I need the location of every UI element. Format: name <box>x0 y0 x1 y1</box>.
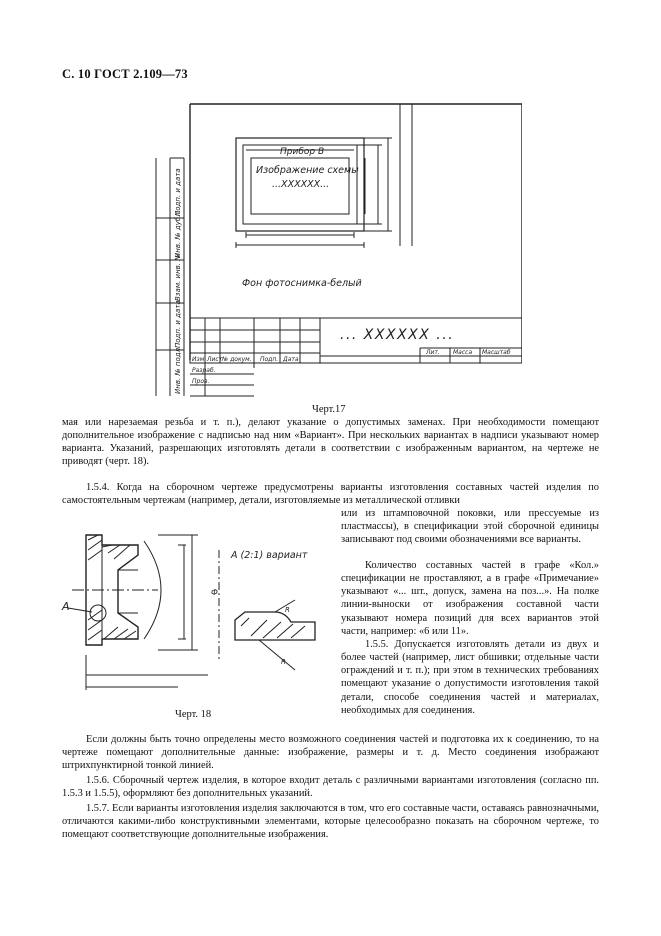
view-label: А (2:1) вариант <box>231 550 308 561</box>
side-label-3: Взам. инв. № <box>174 253 182 301</box>
table-header-5: Дата <box>283 356 299 363</box>
table-header-3: № докум. <box>222 356 252 363</box>
paragraph-2b: или из штамповочной поковки, или прессуемые из пластмассы), в спецификации этой сборочной единицы записывают под своими обозначениями все варианты. <box>341 508 599 546</box>
side-label-4: Подп. и дата <box>174 300 182 348</box>
row-label-2: Пров. <box>192 378 210 385</box>
background-label: Фон фотоснимка-белый <box>242 278 362 289</box>
paragraph-1: мая или нарезаемая резьба и т. п.), делают указание о допустимых заменах. При необходимости помещают дополнительное изображение с надписью над ним «Вариант». При нескольких вариантах в надписи указывают номер варианта. Указаний, разрешающих изготовлять детали в соответствии с изображенным вариантом, на чертеже не приводят (черт. 18). <box>62 417 599 468</box>
paragraph-6: 1.5.6. Сборочный чертеж изделия, в которое входит деталь с различными вариантами изготовления (согласно пп. 1.5.3 и 1.5.5), оформляют без дополнительных указаний. <box>62 775 599 800</box>
radius-label-2: R <box>281 658 286 666</box>
diameter-label: Ф <box>211 588 218 597</box>
label-a: А <box>62 600 70 613</box>
radius-label-1: R <box>285 606 290 614</box>
row-label-1: Разраб. <box>192 367 216 374</box>
table-header-2: Лист <box>207 356 223 363</box>
image-label-2: ...XXXXXX... <box>272 179 330 190</box>
figure-17-drawing <box>150 98 522 401</box>
stamp-header-2: Масса <box>453 349 473 356</box>
device-label: Прибор В <box>280 147 325 157</box>
table-header-4: Подп. <box>260 356 279 363</box>
image-label-1: Изображение схемы <box>256 165 359 176</box>
side-label-2: Инв. № дубл. <box>174 210 182 258</box>
figure-18-detail <box>205 540 325 680</box>
figure-17-caption: Черт.17 <box>312 404 346 415</box>
figure-18-caption: Черт. 18 <box>175 709 212 720</box>
side-label-1: Подп. и дата <box>174 168 182 216</box>
table-header-1: Изм. <box>192 356 207 363</box>
stamp-header-3: Масштаб <box>482 349 511 356</box>
paragraph-3: Количество составных частей в графе «Кол.» спецификации не проставляют, а в графе «Примечание» указывают «... шт., допуск, замена на поз...». На полке линии-выноски от изображения составной части указывают номера позиций для всех вариантов этой части, например: «6 или 11». <box>341 560 599 637</box>
paragraph-7: 1.5.7. Если варианты изготовления изделия заключаются в том, что его составные части, оставаясь равнозначными, отличаются какими-либо конструктивными элементами, которые целесообразно показать на сборочном чертеже, то помещают соответствующие дополнительные изображения. <box>62 803 599 841</box>
page-header: С. 10 ГОСТ 2.109—73 <box>62 67 188 81</box>
stamp-header-1: Лит. <box>426 349 440 356</box>
paragraph-4: 1.5.5. Допускается изготовлять детали из двух и более частей (например, лист обшивки; отдельные части ограждений и т. п.); при этом в технических требованиях помещают указание о допустимости изготовления такой детали, способе соединения частей и материалах, необходимых для соединения. <box>341 639 599 716</box>
side-label-5: Инв. № подл. <box>174 345 182 394</box>
paragraph-2: 1.5.4. Когда на сборочном чертеже предусмотрены варианты изготовления составных частей изделия по самостоятельным чертежам (например, детали, изготовляемые из металлической отливки <box>62 482 599 507</box>
paragraph-5: Если должны быть точно определены место возможного соединения частей и подготовка их к соединению, то на чертеже помещают дополнительные данные: изображение, размеры и т. д. Место соединения изображают штрихпунктирной тонкой линией. <box>62 734 599 772</box>
title-block-text: ... XXXXXX ... <box>340 327 455 343</box>
